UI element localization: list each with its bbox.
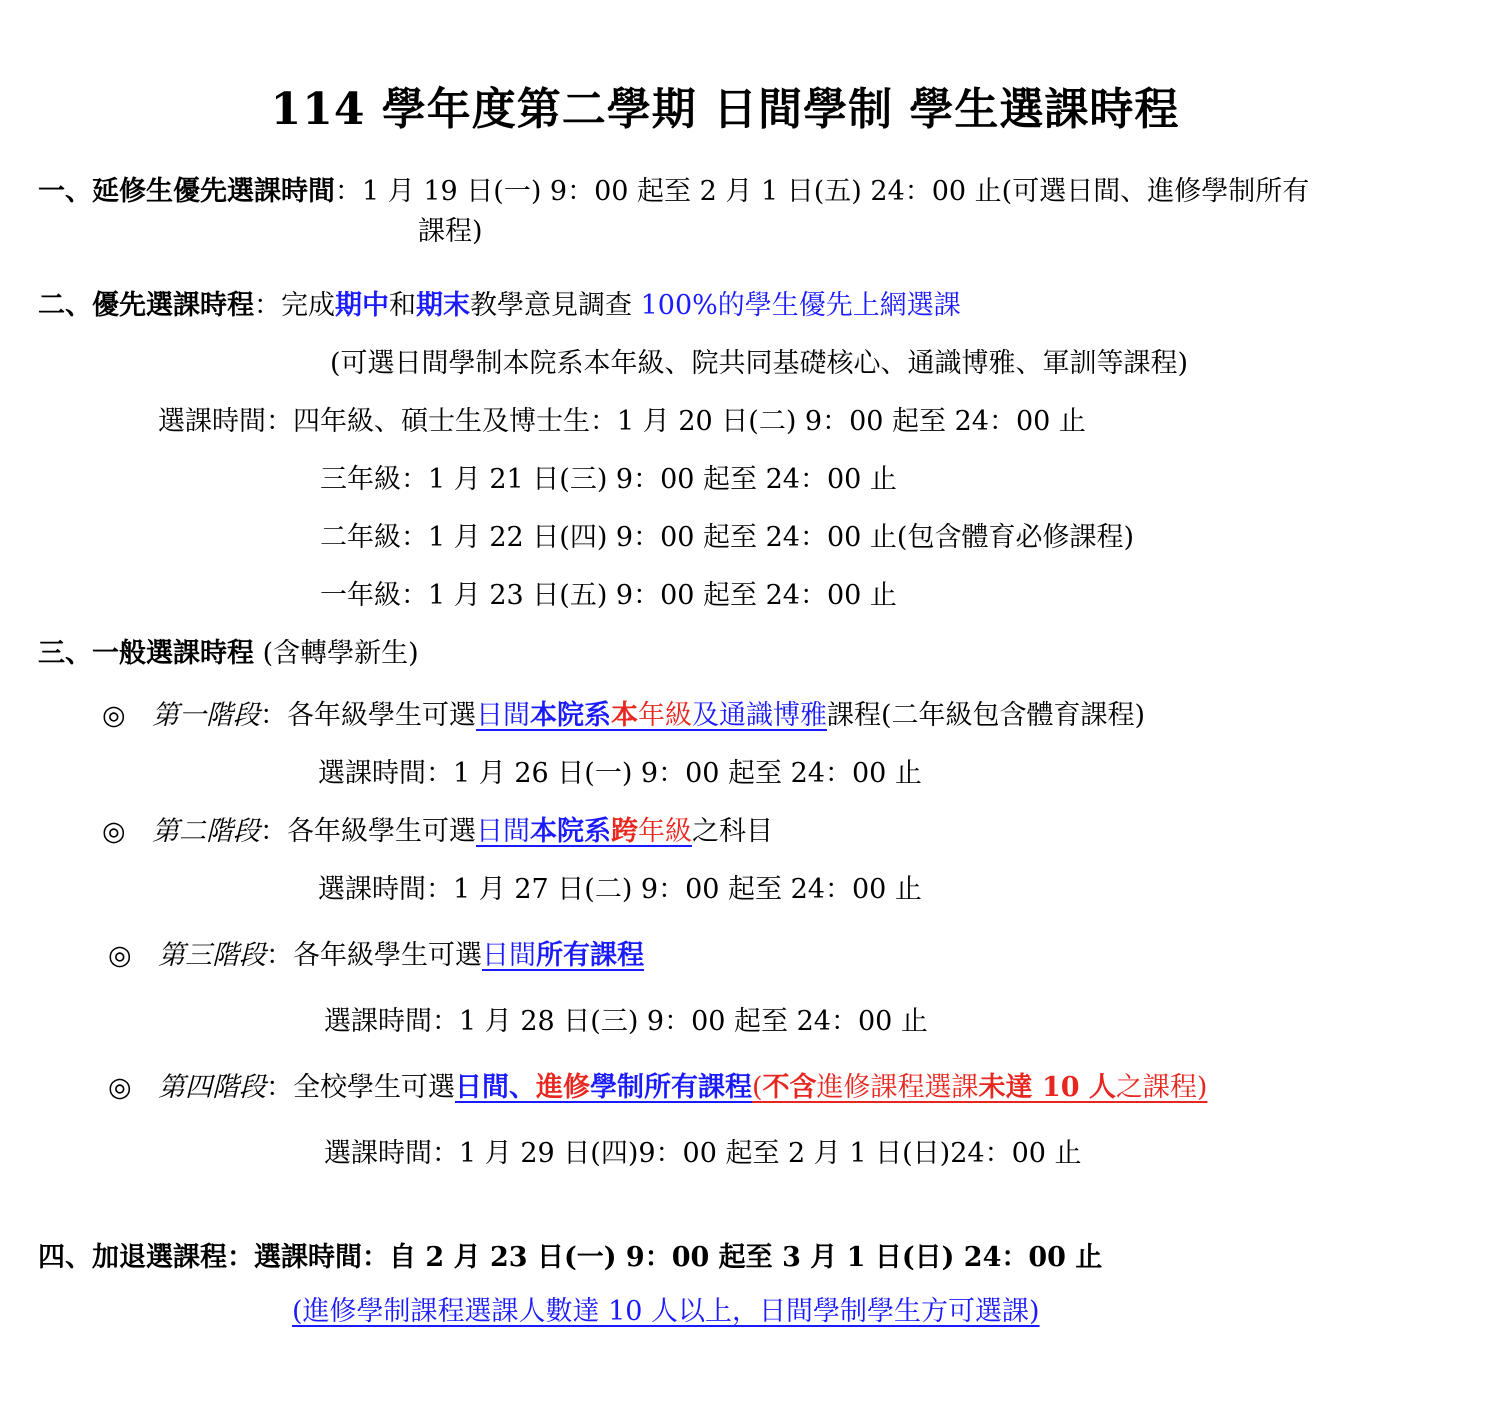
section-1-heading: 一、延修生優先選課時間 (38, 176, 335, 207)
phase-3-name: 第三階段 (158, 940, 266, 971)
section-2-grade-2: 二年級：1 月 22 日(四) 9：00 起至 24：00 止(包含體育必修課程) (320, 522, 1134, 553)
phase-1-grade: 年級 (638, 700, 692, 731)
section-4-note (292, 1294, 1040, 1330)
phase-2-own-dept: 本院系 (530, 816, 611, 847)
phase-1-daytime: 日間 (476, 700, 530, 731)
page-title: 114 學年度第二學期 日間學制 學生選課時程 (270, 84, 1180, 135)
phase-2-name: 第二階段 (152, 816, 260, 847)
keyword-final: 期末 (416, 290, 470, 321)
phase-1-text: ：各年級學生可選 (260, 700, 476, 731)
section-3-heading-line (38, 636, 419, 672)
phase-4-evening: 進修 (536, 1072, 590, 1103)
phase-2-cross: 跨 (611, 816, 638, 847)
bullet-icon: ◎ (108, 940, 132, 971)
grade-4-time: 四年級、碩士生及博士生：1 月 20 日(二) 9：00 起至 24：00 止 (293, 406, 1086, 437)
bullet-icon: ◎ (108, 1072, 132, 1103)
phase-3-time: 選課時間：1 月 28 日(三) 9：00 起至 24：00 止 (324, 1006, 928, 1037)
section-2-heading: 二、優先選課時程 (38, 290, 254, 321)
phase-3-underlined (482, 940, 644, 971)
phase-4-under-10: 未達 10 人 (978, 1072, 1116, 1103)
phase-4-time: 選課時間：1 月 29 日(四)9：00 起至 2 月 1 日(日)24：00 止 (324, 1138, 1082, 1169)
section-4-line (38, 1240, 1102, 1276)
phase-1-line (102, 698, 1145, 734)
phase-1-text-2: 課程(二年級包含體育課程) (827, 700, 1146, 731)
phase-2-text: ：各年級學生可選 (260, 816, 476, 847)
phase-1-underlined (476, 700, 827, 731)
phase-1-own-dept: 本院系 (530, 700, 611, 731)
phase-3-all-courses: 所有課程 (536, 940, 644, 971)
phase-1-name: 第一階段 (152, 700, 260, 731)
section-1-line-2: 課程) (418, 216, 483, 247)
phase-4-of-courses: 之課程) (1115, 1072, 1208, 1103)
phase-2-underlined (476, 816, 692, 847)
section-2-text: 教學意見調查 (470, 290, 641, 321)
phase-3-text: ：各年級學生可選 (266, 940, 482, 971)
phase-3-line (108, 938, 644, 974)
section-2-grade-1: 一年級：1 月 23 日(五) 9：00 起至 24：00 止 (320, 580, 897, 611)
phase-2-text-2: 之科目 (692, 816, 773, 847)
section-2-text: ：完成 (254, 290, 335, 321)
phase-4-exception (752, 1072, 1207, 1103)
phase-2-time: 選課時間：1 月 27 日(二) 9：00 起至 24：00 止 (318, 874, 922, 905)
section-4-time: 選課時間：自 2 月 23 日(一) 9：00 起至 3 月 1 日(日) 24：00 止 (254, 1242, 1103, 1273)
section-2-grade-3: 三年級：1 月 21 日(三) 9：00 起至 24：00 止 (320, 464, 897, 495)
keyword-midterm: 期中 (335, 290, 389, 321)
section-2-text: 和 (389, 290, 416, 321)
phase-4-text: ：全校學生可選 (266, 1072, 455, 1103)
phase-1-general: 及通識博雅 (692, 700, 827, 731)
phase-4-name: 第四階段 (158, 1072, 266, 1103)
bullet-icon: ◎ (102, 816, 126, 847)
bullet-icon: ◎ (102, 700, 126, 731)
phase-3-daytime: 日間 (482, 940, 536, 971)
section-4-note-text: (進修學制課程選課人數達 10 人以上，日間學制學生方可選課) (292, 1296, 1040, 1327)
phase-4-underlined (455, 1072, 752, 1103)
phase-2-grade: 年級 (638, 816, 692, 847)
section-3-heading: 三、一般選課時程 (38, 638, 254, 669)
phase-4-all-courses: 學制所有課程 (590, 1072, 752, 1103)
section-2-line-1 (38, 288, 961, 324)
section-2-grade-4 (158, 404, 1086, 440)
phase-1-time: 選課時間：1 月 26 日(一) 9：00 起至 24：00 止 (318, 758, 922, 789)
section-2-note: (可選日間學制本院系本年級、院共同基礎核心、通識博雅、軍訓等課程) (330, 348, 1189, 379)
phase-4-daytime: 日間、 (455, 1072, 536, 1103)
section-1-line-1 (38, 174, 1309, 210)
phase-4-paren: ( (752, 1072, 763, 1103)
phase-1-same: 本 (611, 700, 638, 731)
phase-2-line (102, 814, 773, 850)
phase-4-evening-courses: 進修課程選課 (816, 1072, 979, 1103)
section-3-heading-note: (含轉學新生) (254, 638, 419, 669)
section-4-heading: 四、加退選課程： (38, 1242, 254, 1273)
section-2-highlight: 100%的學生優先上網選課 (640, 290, 961, 321)
phase-2-daytime: 日間 (476, 816, 530, 847)
phase-4-excluding: 不含 (762, 1072, 817, 1103)
section-1-text: ：1 月 19 日(一) 9：00 起至 2 月 1 日(五) 24：00 止(可選日間、進修學制所有 (335, 176, 1310, 207)
course-time-label: 選課時間： (158, 406, 293, 437)
phase-4-line (108, 1070, 1207, 1106)
